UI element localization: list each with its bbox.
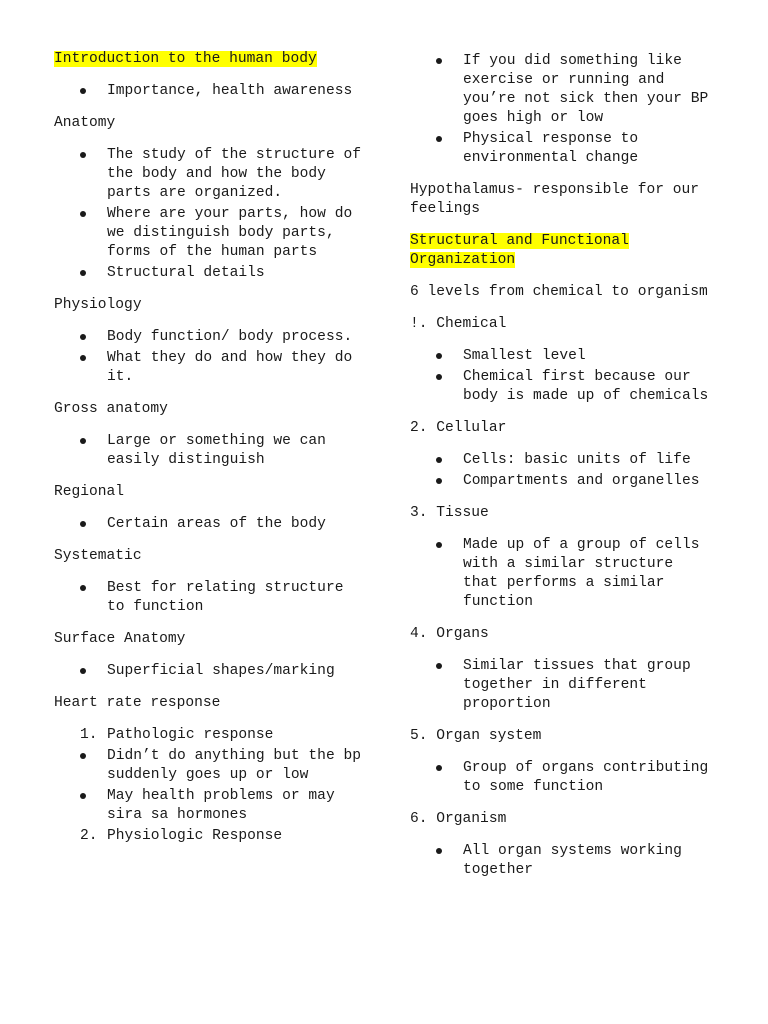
right-column xyxy=(410,50,715,893)
list-item: Similar tissues that group together in different proportion xyxy=(463,657,715,714)
list-number: 2. xyxy=(80,828,98,844)
list-item xyxy=(107,747,364,785)
heart-rate-list xyxy=(54,726,364,846)
list-item: Where are your parts, how do we distinguish body parts, forms of the human parts xyxy=(107,205,364,262)
anatomy-heading: Anatomy xyxy=(54,115,116,131)
list-item: Group of organs contributing to some function xyxy=(463,759,715,797)
list-item-text: Physiologic Response xyxy=(107,828,283,844)
list-item-text: May health problems or may sira sa hormones xyxy=(107,788,335,823)
document-title xyxy=(54,50,364,69)
list-item: Superficial shapes/marking xyxy=(107,662,364,681)
anatomy-list xyxy=(54,146,364,283)
list-item: Large or something we can easily distinguish xyxy=(107,432,364,470)
hypothalamus-note: Hypothalamus- responsible for our feelings xyxy=(410,182,700,217)
level-list xyxy=(410,842,715,880)
left-column xyxy=(54,50,364,859)
list-item: If you did something like exercise or running and you’re not sick then your BP goes high or low xyxy=(463,52,715,128)
list-item: Best for relating structure to function xyxy=(107,579,364,617)
list-item: Compartments and organelles xyxy=(463,472,715,491)
list-item: The study of the structure of the body and how the body parts are organized. xyxy=(107,146,364,203)
list-item: Chemical first because our body is made up of chemicals xyxy=(463,368,715,406)
level-heading: 4. Organs xyxy=(410,626,489,642)
regional-heading: Regional xyxy=(54,484,125,500)
list-item: Smallest level xyxy=(463,347,715,366)
regional-list xyxy=(54,515,364,534)
systematic-heading: Systematic xyxy=(54,548,142,564)
list-number: 1. xyxy=(80,727,98,743)
section-title xyxy=(410,232,715,270)
title-highlight: Introduction to the human body xyxy=(54,51,317,67)
levels-intro: 6 levels from chemical to organism xyxy=(410,284,708,300)
level-heading: !. Chemical xyxy=(410,316,507,332)
list-item: Importance, health awareness xyxy=(107,82,364,101)
level-list xyxy=(410,759,715,797)
systematic-list xyxy=(54,579,364,617)
list-item: Certain areas of the body xyxy=(107,515,364,534)
list-item-text: Pathologic response xyxy=(107,727,274,743)
list-item xyxy=(107,787,364,825)
list-item: Made up of a group of cells with a similar structure that performs a similar function xyxy=(463,536,715,612)
level-list xyxy=(410,657,715,714)
level-heading: 3. Tissue xyxy=(410,505,489,521)
surface-anatomy-heading: Surface Anatomy xyxy=(54,631,186,647)
heart-rate-heading: Heart rate response xyxy=(54,695,221,711)
surface-anatomy-list xyxy=(54,662,364,681)
gross-anatomy-list xyxy=(54,432,364,470)
physiology-list xyxy=(54,328,364,387)
intro-list xyxy=(54,82,364,101)
level-heading: 6. Organism xyxy=(410,811,507,827)
physiology-heading: Physiology xyxy=(54,297,142,313)
list-item: Body function/ body process. xyxy=(107,328,364,347)
list-item xyxy=(80,827,364,846)
list-item xyxy=(80,726,364,745)
level-list xyxy=(410,536,715,612)
continued-list xyxy=(410,52,715,168)
list-item: Cells: basic units of life xyxy=(463,451,715,470)
list-item: Physical response to environmental change xyxy=(463,130,715,168)
level-list xyxy=(410,451,715,491)
list-item: All organ systems working together xyxy=(463,842,715,880)
section-title-highlight: Structural and Functional Organization xyxy=(410,233,629,268)
list-item: What they do and how they do it. xyxy=(107,349,364,387)
list-item: Structural details xyxy=(107,264,364,283)
level-heading: 5. Organ system xyxy=(410,728,542,744)
gross-anatomy-heading: Gross anatomy xyxy=(54,401,168,417)
list-item-text: Didn’t do anything but the bp suddenly goes up or low xyxy=(107,748,361,783)
level-list xyxy=(410,347,715,406)
level-heading: 2. Cellular xyxy=(410,420,507,436)
